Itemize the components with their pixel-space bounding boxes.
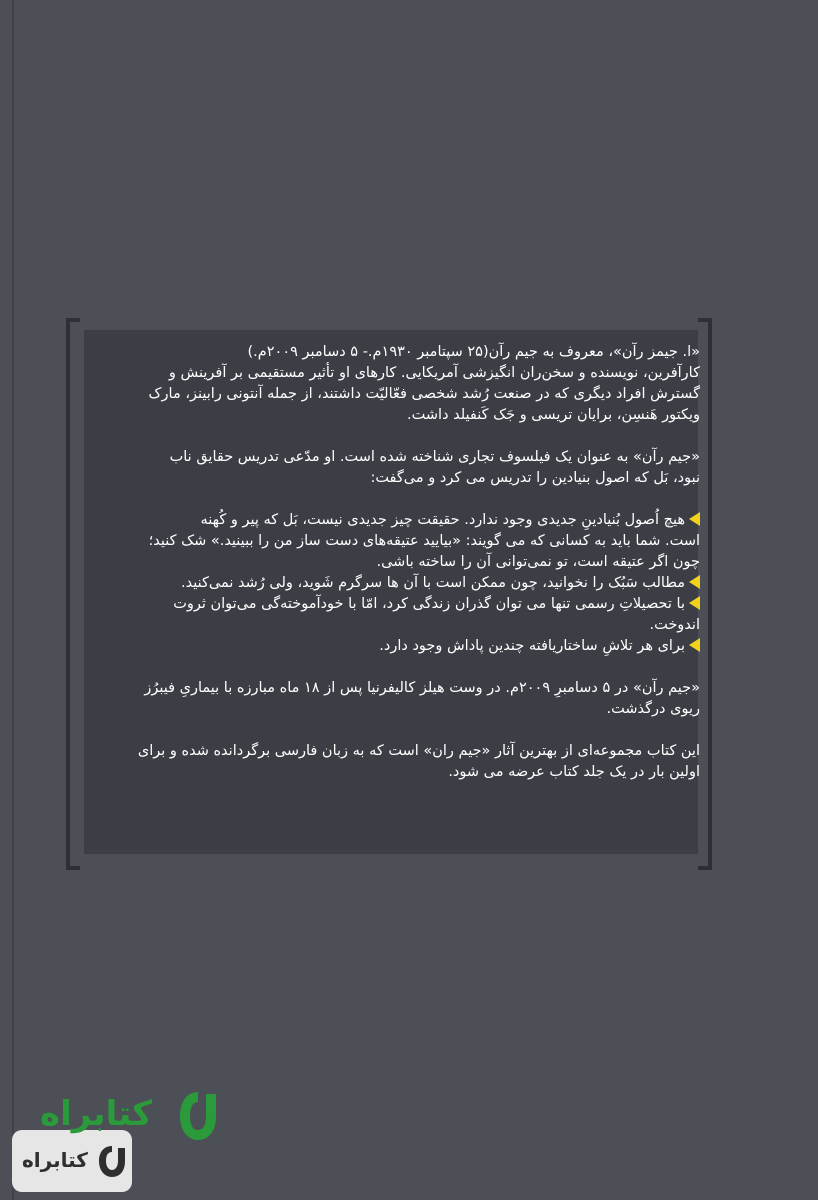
logo-text: کتابراه <box>40 1094 153 1134</box>
intro-paragraph <box>88 342 700 426</box>
ketabrah-logo <box>40 1088 212 1148</box>
text-line: این کتاب مجموعه‌ای از بهترین آثار «جیم ران» است که به زبان فارسی برگردانده شده و برای <box>137 743 700 759</box>
yellow-arrow-bullet-icon <box>689 638 700 652</box>
left-bracket-frame <box>66 318 80 870</box>
book-paragraph <box>88 741 700 783</box>
text-line: ریوی درگذشت. <box>606 701 700 717</box>
death-paragraph <box>88 678 700 720</box>
text-line: گسترش افراد دیگری که در صنعت رُشد شخصی فعّالیّت داشتند، از جمله آنتونی رابینز، مارک <box>148 386 700 402</box>
badge-logo-text: کتابراه <box>22 1148 88 1172</box>
text-line: چون اگر عتیقه است، تو نمی‌توانی آن را ساخته باشی. <box>376 554 700 570</box>
text-line: هیچ اُصول بُنیادینِ جدیدی وجود ندارد. حقیقت چیز جدیدی نیست، بَل که پیر و کُهنه <box>200 512 685 528</box>
text-line: ویکتور هَنسِن، برایان تریسی و جَک کَنفیلد داشت. <box>407 407 700 423</box>
text-line: با تحصیلاتِ رسمی تنها می توان گذران زندگی کرد، امّا با خودآموخته‌گی می‌توان ثروت <box>173 596 685 612</box>
yellow-arrow-bullet-icon <box>689 512 700 526</box>
list-item <box>88 594 700 636</box>
list-item <box>88 636 700 657</box>
philosophy-paragraph <box>88 447 700 489</box>
right-bracket-frame <box>698 318 712 870</box>
back-cover-text <box>88 342 700 783</box>
list-item <box>88 510 700 573</box>
yellow-arrow-bullet-icon <box>689 596 700 610</box>
text-line: کارآفرین، نویسنده و سخن‌ران انگیزشی آمریکایی. کارهای او تأثیر مستقیمی بر آفرینش و <box>168 365 700 381</box>
quotes-list <box>88 510 700 657</box>
text-line: نبود، بَل که اصول بنیادین را تدریس می کرد و می‌گفت: <box>370 470 700 486</box>
text-line: اندوخت. <box>649 617 700 633</box>
text-line: برای هر تلاشِ ساختاریافته چندین پاداش وجود دارد. <box>379 638 685 654</box>
text-line: است. شما باید به کسانی که می گویند: «بیایید عتیقه‌های دست ساز من را ببینید.» شک کنید؛ <box>148 533 700 549</box>
text-line: اولین بار در یک جلد کتاب عرضه می شود. <box>448 764 700 780</box>
ketabrah-leaf-icon <box>178 1088 218 1144</box>
book-spine-line <box>12 0 14 1200</box>
list-item <box>88 573 700 594</box>
yellow-arrow-bullet-icon <box>689 575 700 589</box>
text-line: «ا. جیمز رآن»، معروف به جیم رآن(۲۵ سپتامبر ۱۹۳۰م.- ۵ دسامبر ۲۰۰۹م.) <box>247 344 700 360</box>
text-line: مطالب سَبُک را نخوانید، چون ممکن است با آن ها سرگرم شَوید، ولی رُشد نمی‌کنید. <box>181 575 685 591</box>
text-line: «جیم رآن» به عنوان یک فیلسوف تجاری شناخته شده است. او مدّعی تدریس حقایق ناب <box>169 449 700 465</box>
text-line: «جیم رآن» در ۵ دسامبرِ ۲۰۰۹م. در وست هیلز کالیفرنیا پس از ۱۸ ماه مبارزه با بیماریِ فیبرُز <box>144 680 700 696</box>
